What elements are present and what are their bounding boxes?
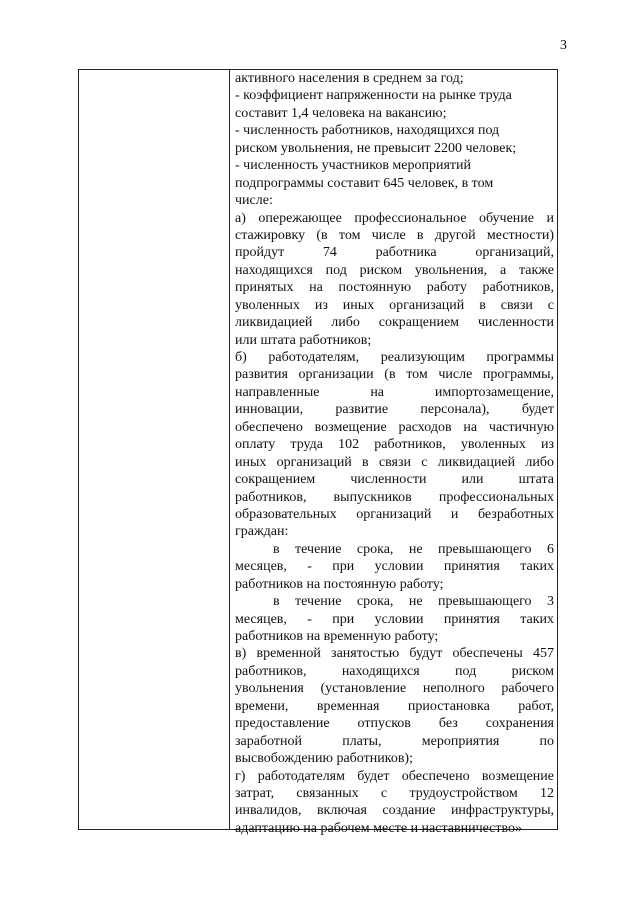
text-line: граждан: <box>235 524 289 540</box>
text-line: инвалидов, включая создание инфраструктуры, <box>235 803 554 819</box>
text-line: месяцев, - при условии принятия таких <box>235 611 554 627</box>
text-line: работников, выпускников профессиональных <box>235 489 554 505</box>
text-line: риском увольнения, не превысит 2200 человек; <box>235 140 517 156</box>
text-line: развития организации (в том числе программы, <box>235 367 554 383</box>
text-line: - численность участников мероприятий <box>235 158 472 174</box>
text-line: г) работодателям будет обеспечено возмещение <box>235 768 554 784</box>
document-table <box>78 69 558 836</box>
text-line: составит 1,4 человека на вакансию; <box>235 105 447 121</box>
text-line: обеспечено возмещение расходов на частичную <box>235 419 554 435</box>
text-line: уволенных из иных организаций в связи с <box>235 297 554 313</box>
text-line: сокращением численности или штата <box>235 472 554 488</box>
text-line: - численность работников, находящихся под <box>235 123 500 139</box>
page-number: 3 <box>560 38 567 53</box>
text-line: увольнения (установление неполного рабочего <box>235 681 554 697</box>
text-line: времени, временная приостановка работ, <box>235 698 554 714</box>
text-line: высвобождению работников); <box>235 751 413 767</box>
text-line: оплату труда 102 работников, уволенных из <box>235 437 554 453</box>
text-line: - коэффициент напряженности на рынке труда <box>235 88 512 104</box>
text-line: подпрограммы составит 645 человек, в том <box>235 175 494 191</box>
text-line: или штата работников; <box>235 332 372 348</box>
text-line: направленные на импортозамещение, <box>235 384 554 400</box>
text-line: в течение срока, не превышающего 3 <box>273 594 554 610</box>
text-line: иных организаций в связи с ликвидацией либо <box>235 454 554 470</box>
text-line: затрат, связанных с трудоустройством 12 <box>235 785 554 801</box>
text-line: предоставление отпусков без сохранения <box>235 716 554 732</box>
text-line: б) работодателям, реализующим программы <box>235 350 554 365</box>
text-line: адаптацию на рабочем месте и наставничество» <box>235 820 523 836</box>
table-cell-text <box>235 70 554 837</box>
text-line: находящихся под риском увольнения, а также <box>235 262 554 278</box>
text-line: числе: <box>235 193 273 209</box>
text-line: в) временной занятостью будут обеспечены 457 <box>235 646 554 662</box>
text-line: работников, находящихся под риском <box>235 663 554 679</box>
text-line: заработной платы, мероприятия по <box>235 733 554 749</box>
table-column-divider <box>229 70 230 829</box>
text-line: месяцев, - при условии принятия таких <box>235 559 554 575</box>
text-line: а) опережающее профессиональное обучение и <box>235 210 554 226</box>
text-line: работников на временную работу; <box>235 629 439 644</box>
text-line: инновации, развитие персонала), будет <box>235 402 554 418</box>
text-line: пройдут 74 работника организаций, <box>235 245 554 261</box>
text-line: образовательных организаций и безработных <box>235 506 554 522</box>
text-line: ликвидацией либо сокращением численности <box>235 315 554 331</box>
text-line: принятых на постоянную работу работников, <box>235 280 554 296</box>
text-line: в течение срока, не превышающего 6 <box>273 541 554 557</box>
text-line: работников на постоянную работу; <box>235 576 444 592</box>
text-line: активного населения в среднем за год; <box>235 71 464 86</box>
text-line: стажировку (в том числе в другой местности) <box>235 227 554 243</box>
